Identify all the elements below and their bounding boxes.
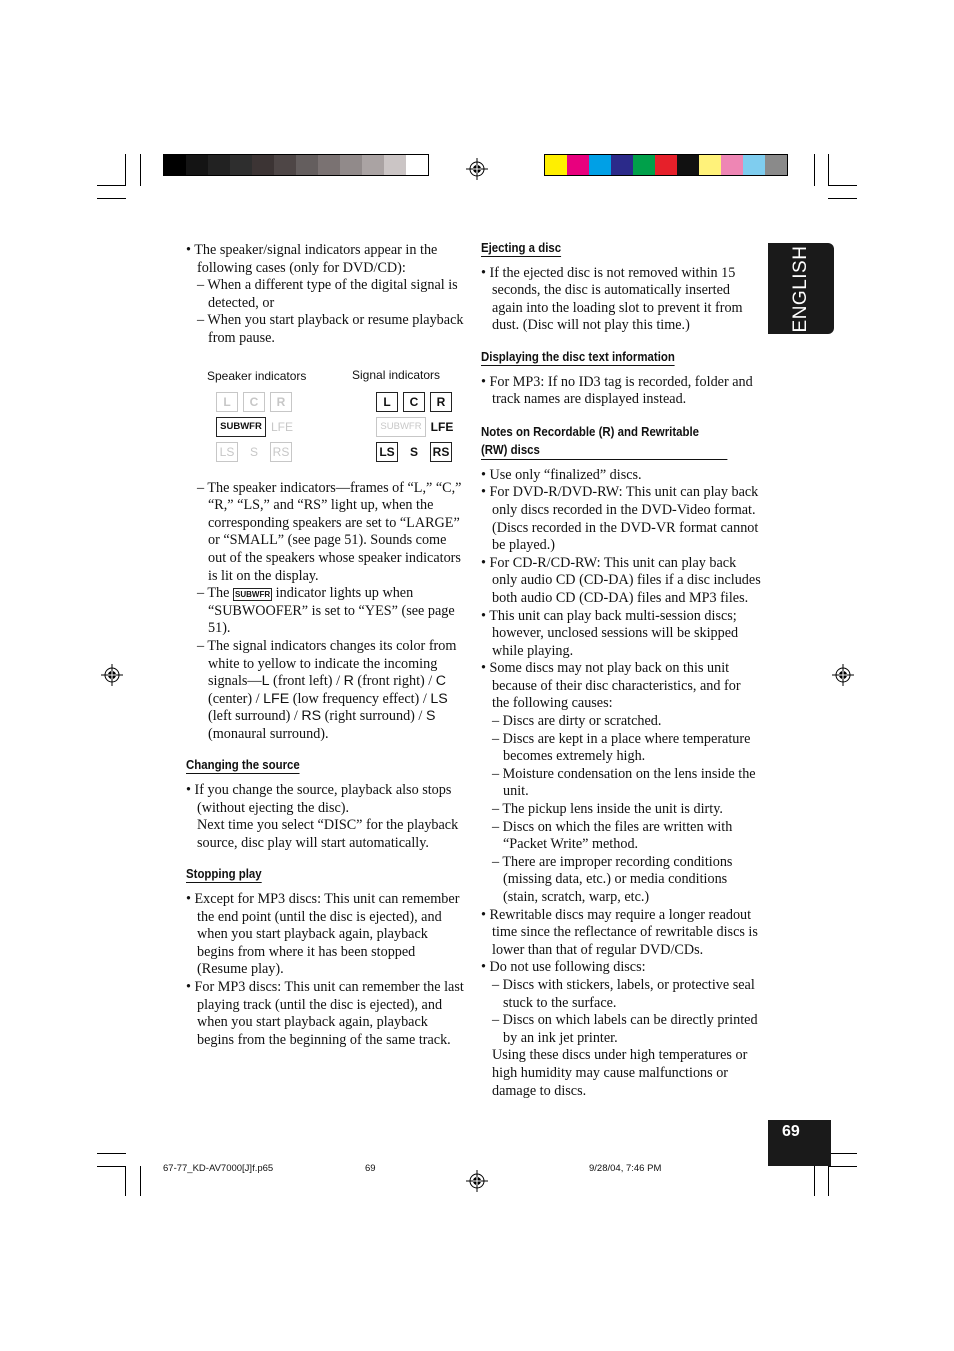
list-subitem: – Discs on which the files are written with “Packet Write” method. [492,818,733,853]
color-swatch [677,155,699,175]
signal-indicator-subwfr: SUBWFR [376,417,426,437]
grayscale-bar [163,154,429,176]
list-subitem: – The pickup lens inside the unit is dirty. [492,801,723,818]
speaker-indicator-r: R [270,392,292,412]
indicator-figure [186,352,466,478]
crop-mark [97,198,126,199]
color-swatch [340,155,362,175]
section-heading: Notes on Recordable (R) and Rewritable (RW) discs [481,423,727,460]
speaker-indicator-l: L [216,392,238,412]
section-heading: Ejecting a disc [481,240,562,255]
crop-mark [814,1166,815,1196]
footer-page: 69 [365,1163,376,1174]
crop-mark [828,1153,857,1154]
speaker-indicator-lfe: LFE [270,419,293,434]
list-item: • Do not use following discs: [481,959,646,976]
crop-mark [828,1166,829,1196]
color-swatch [252,155,274,175]
registration-mark-icon [466,158,488,180]
speaker-indicator-ls: LS [216,442,238,462]
signal-indicators-label: Signal indicators [352,367,441,382]
crop-mark [97,185,126,186]
speaker-indicator-subwfr: SUBWFR [216,417,266,437]
speaker-indicator-rs: RS [270,442,292,462]
color-swatch [699,155,721,175]
crop-mark [140,154,141,186]
speaker-indicators-label: Speaker indicators [207,368,307,383]
registration-mark-icon [832,664,854,686]
left-column [186,242,466,1049]
list-subitem: – Discs are kept in a place where temperature becomes extremely high. [492,730,751,765]
list-item: • If the ejected disc is not removed within 15 seconds, the disc is automatically inserted again into the loading slot to prevent it from dust. (Disc will not play this time.) [481,264,743,334]
signal-indicator-r: R [430,392,452,412]
intro-dash: – When you start playback or resume playback from pause. [197,312,464,346]
note-dash: – The SUBWFR indicator lights up when “SUBWOOFER” is set to “YES” (see page 51). [197,585,455,637]
note-dash: – The speaker indicators—frames of “L,” “C,” “R,” “LS,” and “RS” light up, when the corresponding speakers are set to “LARGE” or “SMALL” (see page 51). Sounds come out of the speakers whose speaker indicators is lit on the display. [197,479,462,584]
color-swatch [765,155,787,175]
footer-date: 9/28/04, 7:46 PM [589,1163,662,1174]
list-item: • This unit can play back multi-session discs; however, unclosed sessions will be skipped while playing. [481,607,739,659]
list-subitem: – There are improper recording conditions (missing data, etc.) or media conditions (stain, scratch, warp, etc.) [492,853,733,905]
crop-mark [828,185,857,186]
intro-dash: – When a different type of the digital signal is detected, or [197,277,458,311]
color-swatch [230,155,252,175]
list-subitem: – Discs on which labels can be directly printed by an ink jet printer. [492,1012,758,1046]
speaker-indicator-c: C [243,392,265,412]
color-swatch [164,155,186,175]
section-heading: Changing the source [186,757,300,773]
speaker-indicator-s: S [249,444,258,459]
list-item-continuation: Next time you select “DISC” for the playback source, disc play will start automatically. [197,817,459,851]
signal-indicator-ls: LS [376,442,398,462]
color-swatch [208,155,230,175]
section-heading: Displaying the disc text information [481,348,675,364]
crop-mark [828,198,857,199]
page-number: 69 [782,1123,800,1140]
list-item: • Use only “finalized” discs. [481,466,642,483]
list-subitem: – Discs with stickers, labels, or protective seal stuck to the surface. [492,976,755,1011]
crop-mark [828,1166,857,1167]
list-item: • For MP3: If no ID3 tag is recorded, folder and track names are displayed instead. [481,373,753,408]
subwfr-tag: SUBWFR [235,590,271,600]
list-subitem: – Moisture condensation on the lens inside the unit. [492,765,756,800]
crop-mark [140,1166,141,1196]
color-swatch [633,155,655,175]
color-swatch [384,155,406,175]
list-item: • Except for MP3 discs: This unit can remember the end point (until the disc is ejected), and when you start playback again, playback begins from where it has been stopped (Resume play). [186,891,460,978]
color-swatch [743,155,765,175]
registration-mark-icon [466,1170,488,1192]
footer-file: 67-77_KD-AV7000[J]f.p65 [163,1163,274,1174]
crop-mark [97,1166,126,1167]
color-swatch [362,155,384,175]
color-swatch [318,155,340,175]
crop-mark [97,1153,126,1154]
color-swatch [406,155,428,175]
signal-indicator-rs: RS [430,442,452,462]
right-column [481,240,761,1100]
signal-indicator-s: S [409,444,418,459]
list-item: • Some discs may not play back on this unit because of their disc characteristics, and for the following causes: [481,660,741,712]
crop-mark [814,154,815,186]
crop-mark [125,154,126,186]
registration-mark-icon [101,664,123,686]
language-tab-label: ENGLISH [790,245,811,333]
list-item: • Rewritable discs may require a longer readout time since the reflectance of rewritable discs is lower than that of regular DVD/CDs. [481,906,758,958]
color-swatch [589,155,611,175]
color-swatch [296,155,318,175]
section-heading: Stopping play [186,866,262,882]
signal-indicator-c: C [403,392,425,412]
list-item-continuation: Using these discs under high temperatures or high humidity may cause malfunctions or damage to discs. [492,1047,748,1099]
list-subitem: – Discs are dirty or scratched. [492,713,662,730]
color-swatch [545,155,567,175]
page-number-box [768,1120,831,1166]
note-dash: – The signal indicators changes its color from white to yellow to indicate the incoming signals—L (front left) / R (front right) / C (center) / LFE (low frequency effect) / LS (left surround) / RS (right surround) / S (monaural surround). [197,637,457,742]
list-item: • For CD-R/CD-RW: This unit can play back only audio CD (CD-DA) files if a disc includes both audio CD (CD-DA) files and MP3 files. [481,554,761,606]
color-swatch [655,155,677,175]
crop-mark [125,1166,126,1196]
intro-bullet: • The speaker/signal indicators appear in the following cases (only for DVD/CD): [186,242,438,276]
color-swatch [611,155,633,175]
color-swatch [186,155,208,175]
color-swatch [274,155,296,175]
list-item: • If you change the source, playback also stops (without ejecting the disc). [186,782,452,816]
list-item: • For DVD-R/DVD-RW: This unit can play back only discs recorded in the DVD-Video format. (Discs recorded in the DVD-VR format cannot be played.) [481,484,759,554]
color-swatch [721,155,743,175]
signal-indicator-l: L [376,392,398,412]
color-bar [544,154,788,176]
color-swatch [567,155,589,175]
signal-indicator-lfe: LFE [430,419,454,434]
language-tab [768,243,834,334]
list-item: • For MP3 discs: This unit can remember the last playing track (until the disc is ejected), and when you start playback again, playback begins from the beginning of the same track. [186,979,464,1048]
crop-mark [828,154,829,186]
